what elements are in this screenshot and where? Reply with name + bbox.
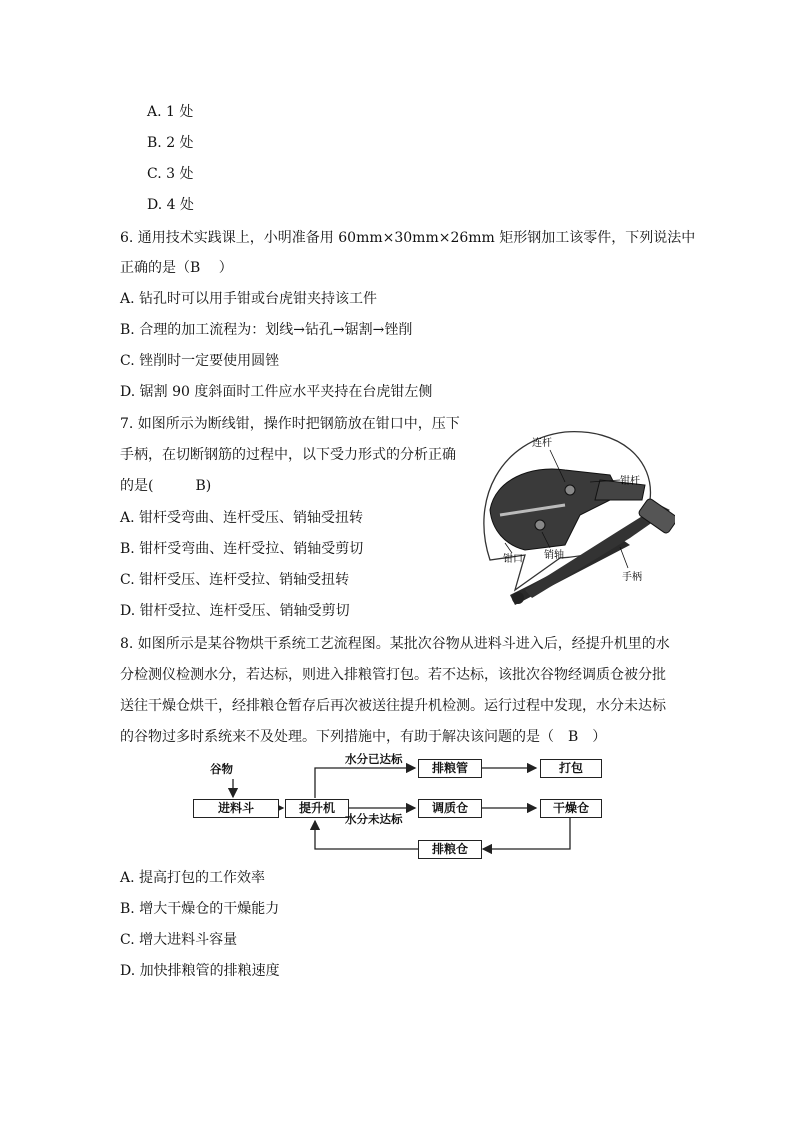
q8-stem-line1: 8. 如图所示是某谷物烘干系统工艺流程图。某批次谷物从进料斗进入后，经提升机里的水 [120,636,670,652]
link-bolt [565,485,575,495]
q8-option-d: D. 加快排粮管的排粮速度 [120,963,280,979]
grain-drying-flowchart [190,752,602,860]
flow-box-packing: 打包 [540,759,602,778]
bolt-cutter-figure [470,420,675,615]
label-jaw: 钳口 [503,554,523,565]
q5-option-a: A. 1 处 [147,104,194,120]
q8-stem-line4: 的谷物过多时系统来不及处理。下列措施中，有助于解决该问题的是（ B ） [120,729,607,745]
q7-stem-line1: 7. 如图所示为断线钳，操作时把钢筋放在钳口中，压下 [120,416,460,432]
flow-fail-label: 水分未达标 [345,812,403,826]
flow-box-dryer: 干燥仓 [540,799,602,818]
q6-stem-line1: 6. 通用技术实践课上，小明准备用 60mm×30mm×26mm 矩形钢加工该零件，下列说法中 [120,230,696,246]
label-pin: 销轴 [544,550,564,561]
q8-option-c: C. 增大进料斗容量 [120,932,238,948]
q6-option-a: A. 钻孔时可以用手钳或台虎钳夹持该工件 [120,291,378,307]
q7-option-d: D. 钳杆受拉、连杆受压、销轴受剪切 [120,603,350,619]
q5-option-d: D. 4 处 [147,197,194,213]
flow-box-elevator: 提升机 [285,799,349,818]
pin-bolt [535,520,545,530]
label-handle: 手柄 [622,572,642,583]
flow-input-label: 谷物 [210,762,233,776]
q7-stem-line2: 手柄，在切断钢筋的过程中，以下受力形式的分析正确 [120,447,456,463]
q7-option-a: A. 钳杆受弯曲、连杆受压、销轴受扭转 [120,510,364,526]
q5-option-b: B. 2 处 [147,135,194,151]
label-link: 连杆 [532,438,552,449]
q7-option-c: C. 钳杆受压、连杆受拉、销轴受扭转 [120,572,350,588]
flow-box-discharge-pipe: 排粮管 [418,759,482,778]
q6-option-d: D. 锯割 90 度斜面时工件应水平夹持在台虎钳左侧 [120,384,433,400]
q5-option-c: C. 3 处 [147,166,194,182]
small-jaw [512,592,524,604]
q8-option-a: A. 提高打包的工作效率 [120,870,266,886]
flow-box-tempering-bin: 调质仓 [418,799,482,818]
q7-option-b: B. 钳杆受弯曲、连杆受拉、销轴受剪切 [120,541,364,557]
flow-box-discharge-bin: 排粮仓 [418,840,482,859]
q6-stem-line2: 正确的是（B ） [120,260,233,276]
q8-stem-line2: 分检测仪检测水分，若达标，则进入排粮管打包。若不达标，该批次谷物经调质仓被分批 [120,667,666,683]
q6-option-c: C. 锉削时一定要使用圆锉 [120,353,280,369]
q8-stem-line3: 送往干燥仓烘干，经排粮仓暂存后再次被送往提升机检测。运行过程中发现，水分未达标 [120,698,666,714]
q7-stem-line3: 的是( B) [120,478,212,494]
flow-box-hopper: 进料斗 [193,799,279,818]
q6-option-b: B. 合理的加工流程为：划线→钻孔→锯割→锉削 [120,322,413,338]
q8-option-b: B. 增大干燥仓的干燥能力 [120,901,280,917]
flow-pass-label: 水分已达标 [345,752,403,766]
label-arm: 钳杆 [620,476,640,487]
